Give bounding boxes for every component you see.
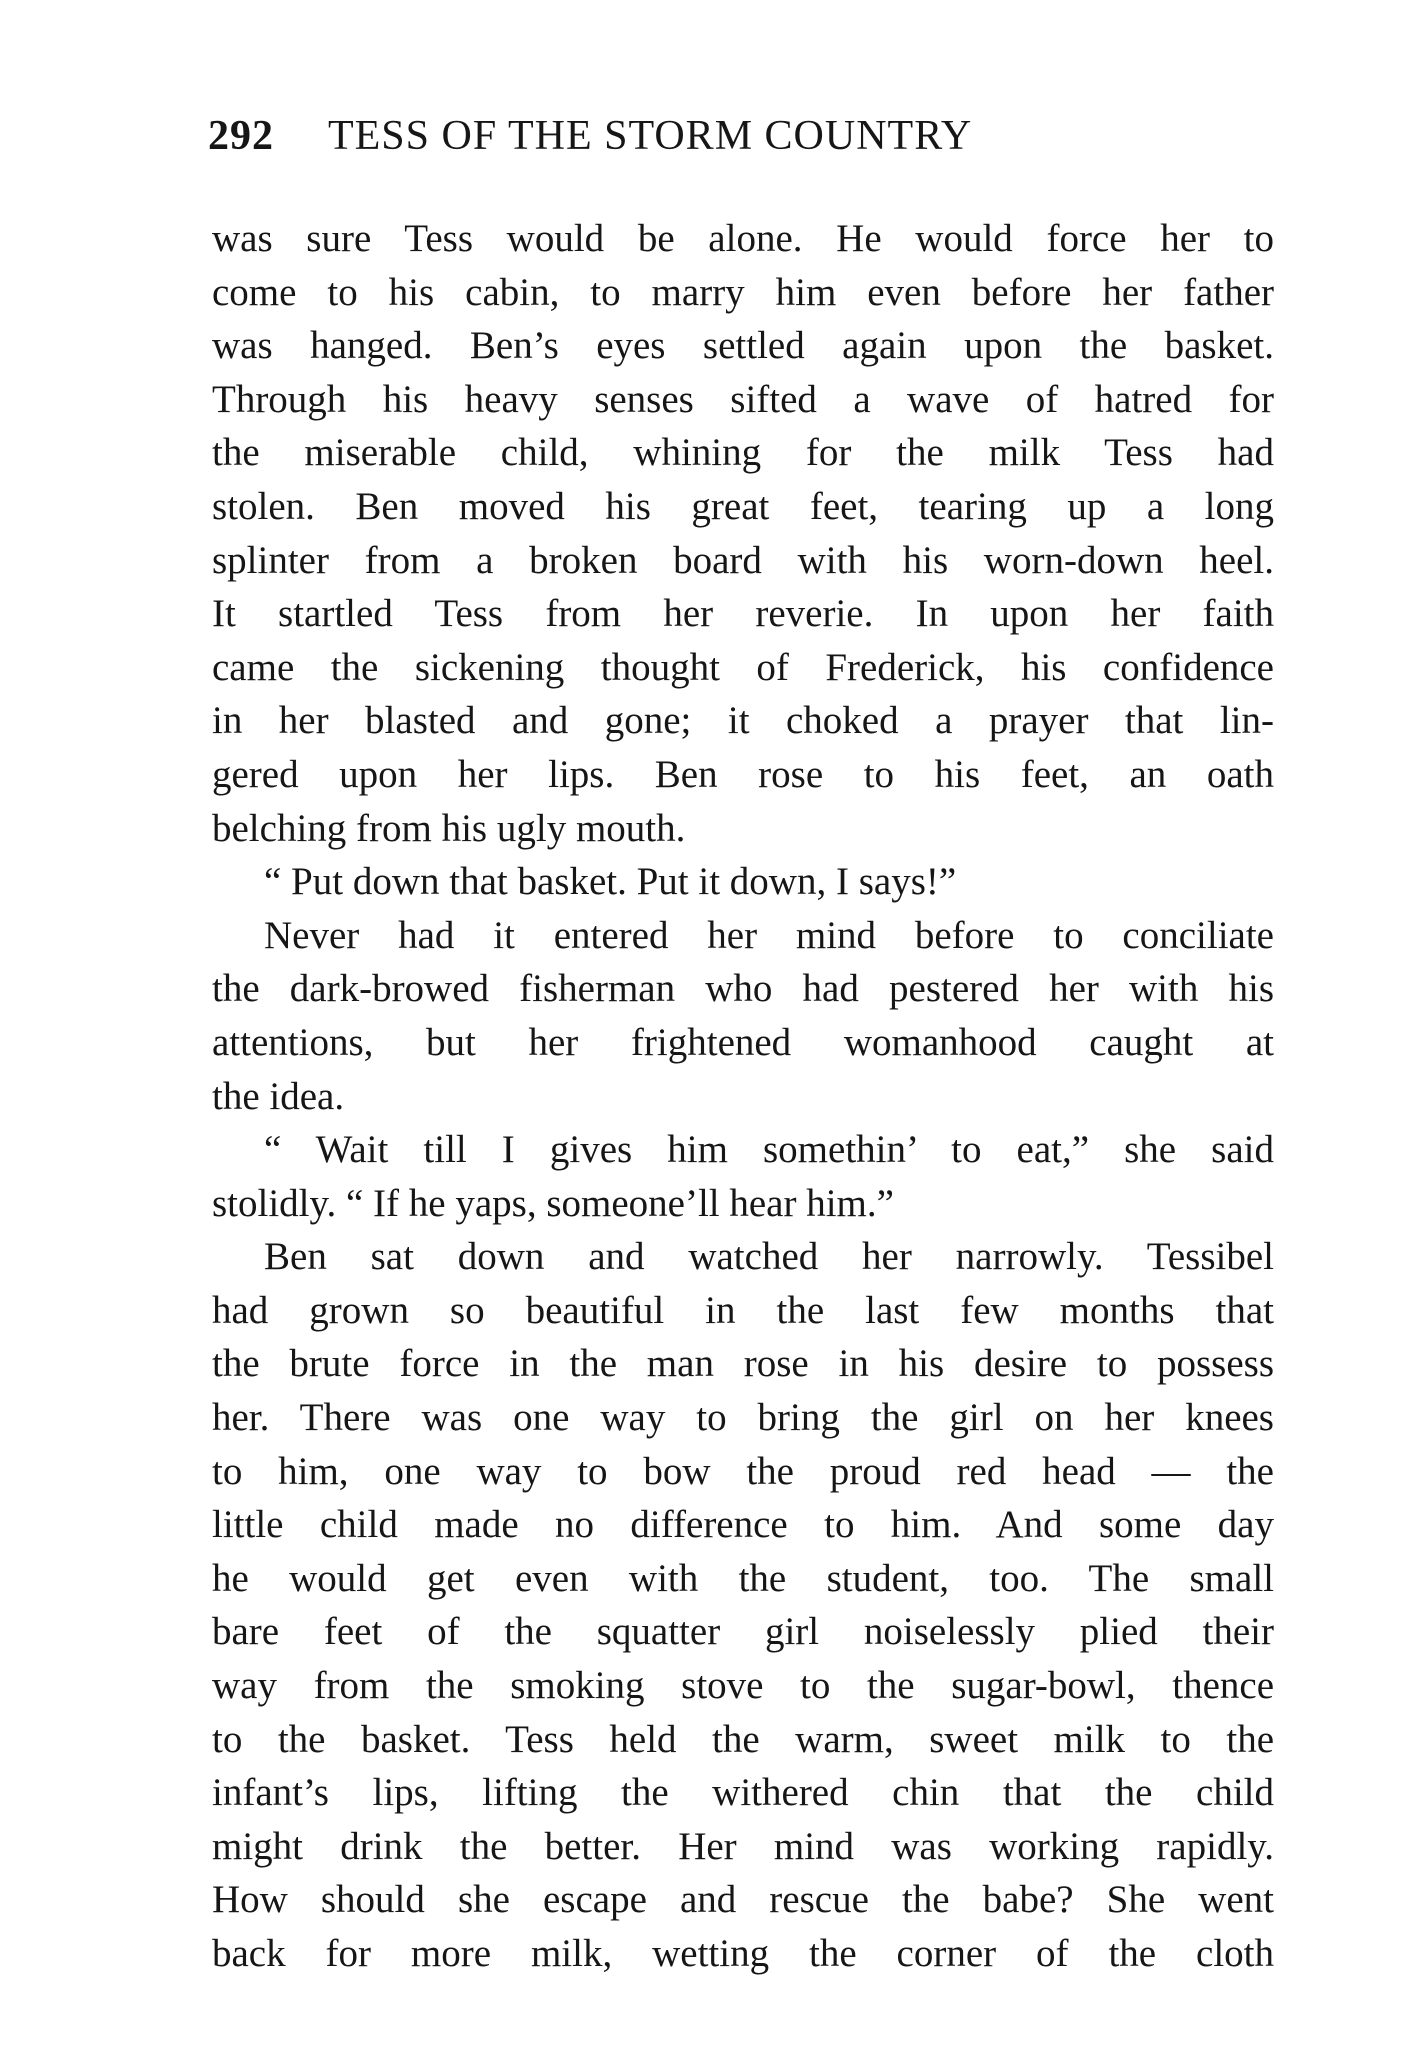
text-line: came the sickening thought of Frederick, his confidence — [212, 645, 1274, 689]
text-line: infant’s lips, lifting the withered chin that the child — [212, 1771, 1274, 1815]
text-line: back for more milk, wetting the corner of the cloth — [212, 1932, 1274, 1975]
body-text — [212, 212, 1274, 1981]
text-line: was sure Tess would be alone. He would force her to — [212, 217, 1274, 260]
text-line: belching from his ugly mouth. — [212, 806, 686, 850]
text-line: bare feet of the squatter girl noiselessly plied their — [212, 1610, 1274, 1654]
text-line: to the basket. Tess held the warm, sweet milk to the — [212, 1717, 1274, 1761]
text-line: the miserable child, whining for the milk Tess had — [212, 431, 1274, 475]
text-line: stolen. Ben moved his great feet, tearing up a long — [212, 484, 1274, 528]
text-line: the dark-browed fisherman who had pestered her with his — [212, 967, 1274, 1011]
text-line: come to his cabin, to marry him even before her father — [212, 270, 1274, 314]
text-line: the brute force in the man rose in his desire to possess — [212, 1342, 1274, 1386]
text-line: splinter from a broken board with his worn-down heel. — [212, 538, 1274, 582]
text-line: gered upon her lips. Ben rose to his feet, an oath — [212, 752, 1274, 796]
running-title: TESS OF THE STORM COUNTRY — [328, 113, 973, 159]
text-line: “ Put down that basket. Put it down, I says!” — [264, 860, 957, 904]
text-line: Through his heavy senses sifted a wave of hatred for — [212, 377, 1274, 421]
text-line: way from the smoking stove to the sugar-bowl, thence — [212, 1664, 1274, 1708]
text-line: Ben sat down and watched her narrowly. Tessibel — [264, 1235, 1274, 1279]
text-line: might drink the better. Her mind was working rapidly. — [212, 1824, 1274, 1868]
text-line: Never had it entered her mind before to conciliate — [264, 913, 1274, 957]
text-line: in her blasted and gone; it choked a prayer that lin- — [212, 699, 1274, 743]
text-line: had grown so beautiful in the last few months that — [212, 1288, 1274, 1332]
text-line: stolidly. “ If he yaps, someone’ll hear him.” — [212, 1181, 894, 1225]
text-line: the idea. — [212, 1074, 345, 1118]
text-line: her. There was one way to bring the girl on her knees — [212, 1396, 1274, 1440]
text-line: to him, one way to bow the proud red head — the — [212, 1449, 1274, 1493]
text-line: It startled Tess from her reverie. In upon her faith — [212, 592, 1274, 636]
text-line: How should she escape and rescue the babe? She went — [212, 1878, 1274, 1922]
page-number: 292 — [208, 113, 274, 159]
text-line: was hanged. Ben’s eyes settled again upon the basket. — [212, 324, 1274, 368]
text-line: he would get even with the student, too. The small — [212, 1556, 1274, 1600]
text-line: “ Wait till I gives him somethin’ to eat,” she said — [264, 1128, 1274, 1172]
text-line: little child made no difference to him. And some day — [212, 1503, 1274, 1547]
running-head — [208, 112, 1268, 172]
text-line: attentions, but her frightened womanhood caught at — [212, 1020, 1274, 1064]
